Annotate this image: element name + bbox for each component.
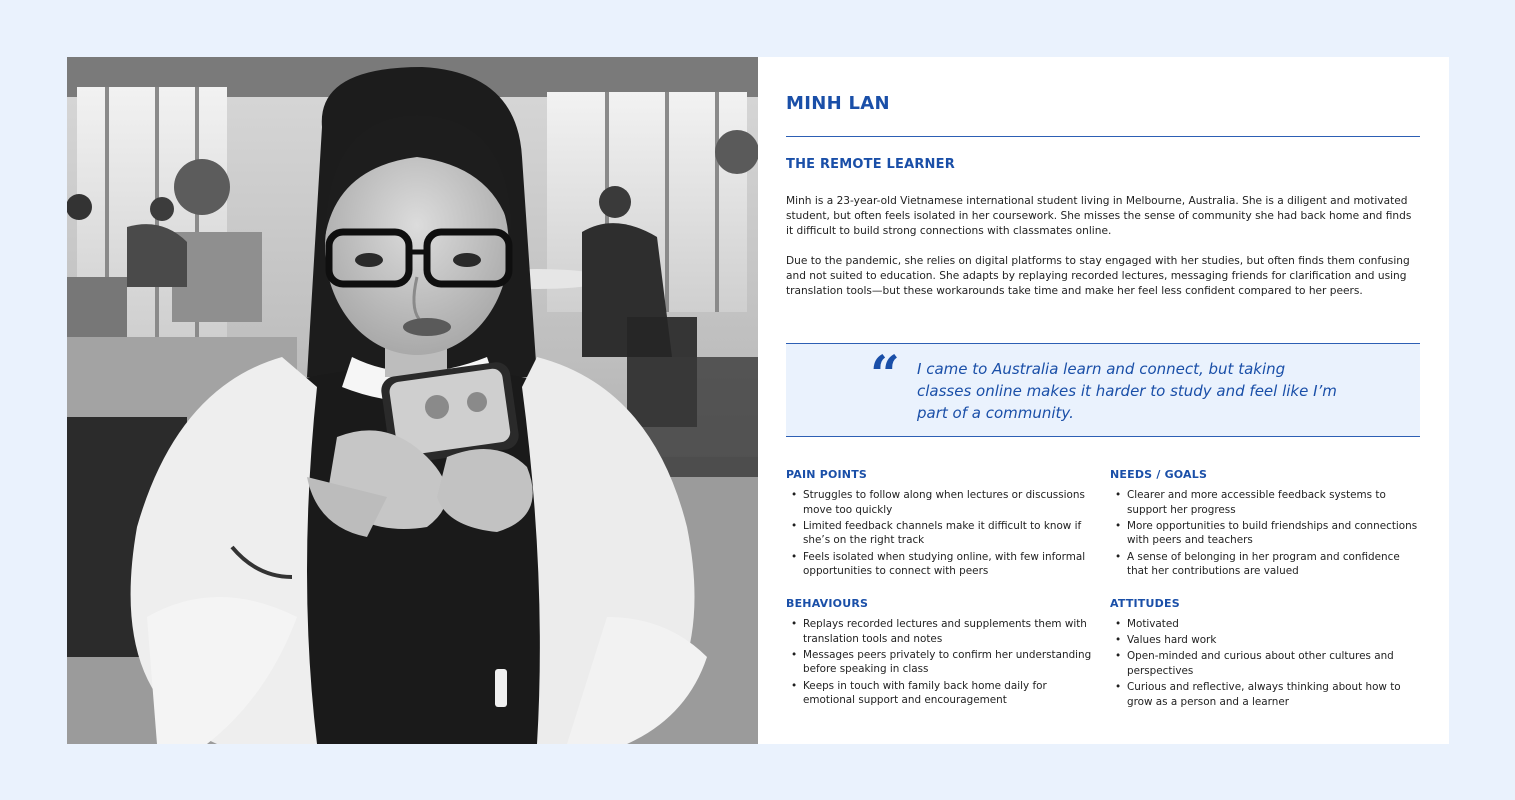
- list-item: • Feels isolated when studying online, with few informal opportunities to connect with peers: [786, 550, 1096, 579]
- persona-content: [786, 57, 1420, 744]
- divider: [786, 136, 1420, 137]
- section-needs-goals: [1110, 468, 1420, 580]
- bullet-list: [1110, 617, 1420, 709]
- persona-photo: [67, 57, 758, 744]
- persona-archetype: THE REMOTE LEARNER: [786, 157, 955, 172]
- section-behaviours: [786, 597, 1096, 709]
- bullet-list: [786, 617, 1096, 708]
- list-item: • Open-minded and curious about other cultures and perspectives: [1110, 649, 1420, 678]
- persona-photo-illustration: [67, 57, 758, 744]
- section-title: PAIN POINTS: [786, 468, 868, 481]
- section-title: NEEDS / GOALS: [1110, 468, 1208, 481]
- section-title: ATTITUDES: [1110, 597, 1180, 610]
- list-item: • More opportunities to build friendships and connections with peers and teachers: [1110, 519, 1420, 548]
- section-attitudes: [1110, 597, 1420, 711]
- section-title: BEHAVIOURS: [786, 597, 869, 610]
- list-item: • Messages peers privately to confirm her understanding before speaking in class: [786, 648, 1096, 677]
- list-item: • A sense of belonging in her program and confidence that her contributions are valued: [1110, 550, 1420, 579]
- bio-paragraph-2: Due to the pandemic, she relies on digital platforms to stay engaged with her studies, but often finds them confusing and not suited to education. She adapts by replaying recorded lectures, messaging friends for clarification and using translation tools—but these workarounds take time and make her feel less confident compared to her peers.: [786, 255, 1410, 297]
- bullet-list: [786, 488, 1096, 579]
- list-item: • Replays recorded lectures and supplements them with translation tools and notes: [786, 617, 1096, 646]
- quote-mark-icon: “: [870, 345, 900, 406]
- persona-name: MINH LAN: [786, 93, 890, 114]
- bio-paragraph-1: Minh is a 23-year-old Vietnamese international student living in Melbourne, Australia. She is a diligent and motivated student, but often feels isolated in her coursework. She misses the sense of community she had back home and finds it difficult to build strong connections with classmates online.: [786, 195, 1412, 237]
- section-pain-points: [786, 468, 1096, 580]
- bullet-list: [1110, 488, 1420, 579]
- list-item: • Curious and reflective, always thinking about how to grow as a person and a learner: [1110, 680, 1420, 709]
- quote-text: I came to Australia learn and connect, but taking classes online makes it harder to study and feel like I’m part of a community.: [917, 360, 1337, 422]
- persona-quote: [786, 343, 1420, 437]
- list-item: • Keeps in touch with family back home daily for emotional support and encouragement: [786, 679, 1096, 708]
- list-item: • Struggles to follow along when lectures or discussions move too quickly: [786, 488, 1096, 517]
- list-item: • Motivated: [1110, 617, 1420, 632]
- list-item: • Clearer and more accessible feedback systems to support her progress: [1110, 488, 1420, 517]
- list-item: • Limited feedback channels make it difficult to know if she’s on the right track: [786, 519, 1096, 548]
- list-item: • Values hard work: [1110, 633, 1420, 648]
- persona-card: [67, 57, 1449, 744]
